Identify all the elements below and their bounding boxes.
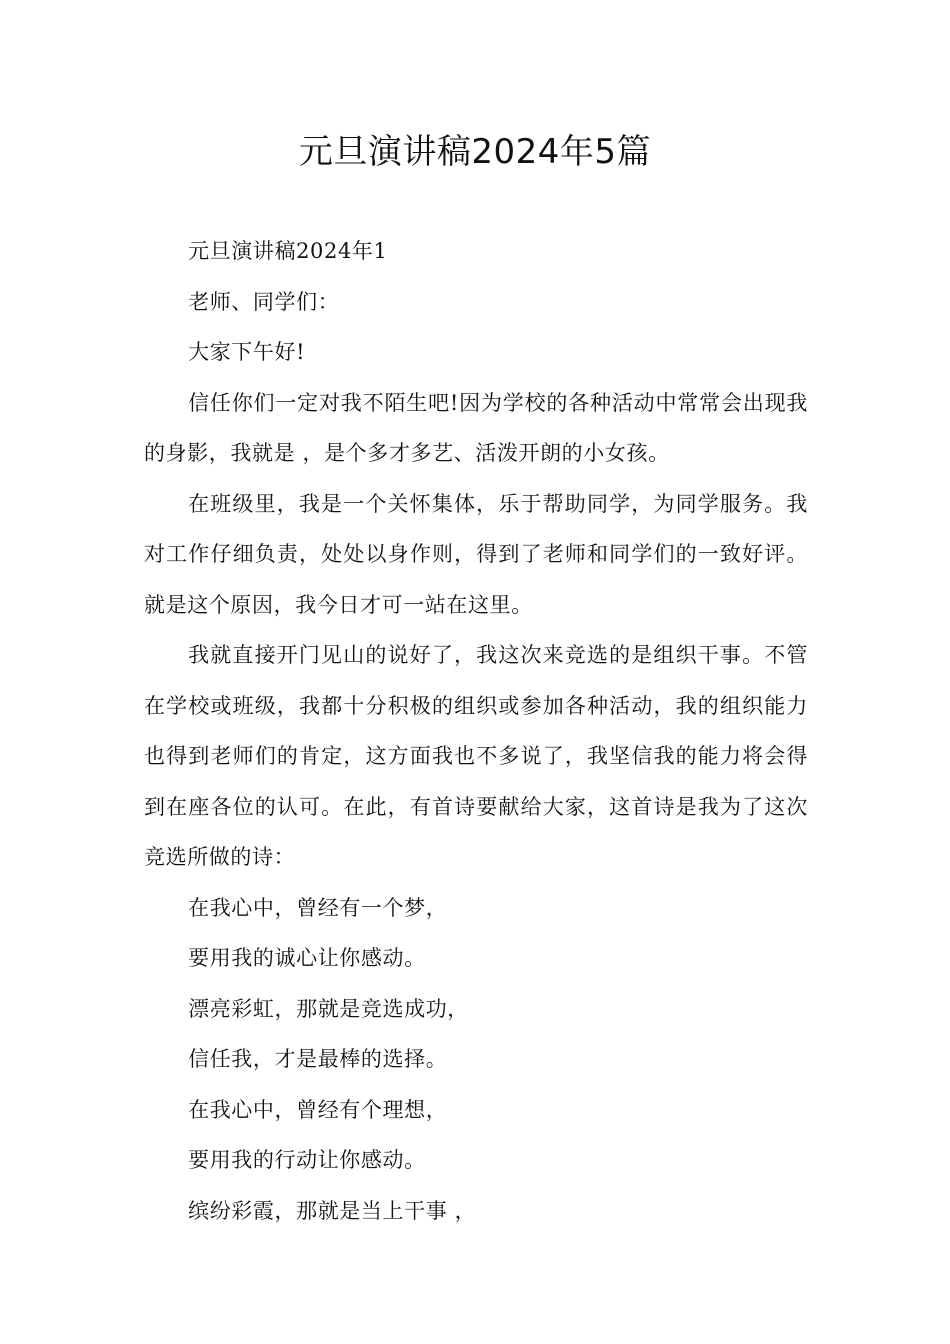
- poem-line: 信任我，才是最棒的选择。: [188, 1047, 448, 1071]
- poem-line: 缤纷彩霞，那就是当上干事 ，: [188, 1198, 477, 1223]
- paragraph: 信任你们一定对我不陌生吧!因为学校的各种活动中常常会出现我的身影，我就是 ，是个多才多艺、活泼开朗的小女孩。: [144, 390, 808, 465]
- poem-line: 要用我的诚心让你感动。: [188, 946, 426, 970]
- poem-line: 在我心中，曾经有个理想，: [188, 1097, 448, 1122]
- paragraph: 大家下午好!: [188, 340, 306, 364]
- poem-line: 要用我的行动让你感动。: [188, 1148, 426, 1172]
- poem-line: 在我心中，曾经有一个梦，: [188, 895, 448, 920]
- paragraph: 在班级里，我是一个关怀集体，乐于帮助同学，为同学服务。我对工作仔细负责，处处以身作则，得到了老师和同学们的一致好评。就是这个原因，我今日才可一站在这里。: [144, 491, 808, 617]
- poem-line: 漂亮彩虹，那就是竞选成功，: [188, 996, 469, 1021]
- paragraph: 我就直接开门见山的说好了，我这次来竞选的是组织干事。不管在学校或班级，我都十分积极的组织或参加各种活动，我的组织能力也得到老师们的肯定，这方面我也不多说了，我坚信我的能力将会得到在座各位的认可。在此，有首诗要献给大家，这首诗是我为了这次竞选所做的诗：: [144, 643, 808, 869]
- paragraph: 元旦演讲稿2024年1: [188, 239, 388, 263]
- document-body: [144, 226, 808, 1236]
- paragraph: 老师、同学们：: [188, 289, 340, 314]
- page-title: 元旦演讲稿2024年5篇: [298, 132, 652, 172]
